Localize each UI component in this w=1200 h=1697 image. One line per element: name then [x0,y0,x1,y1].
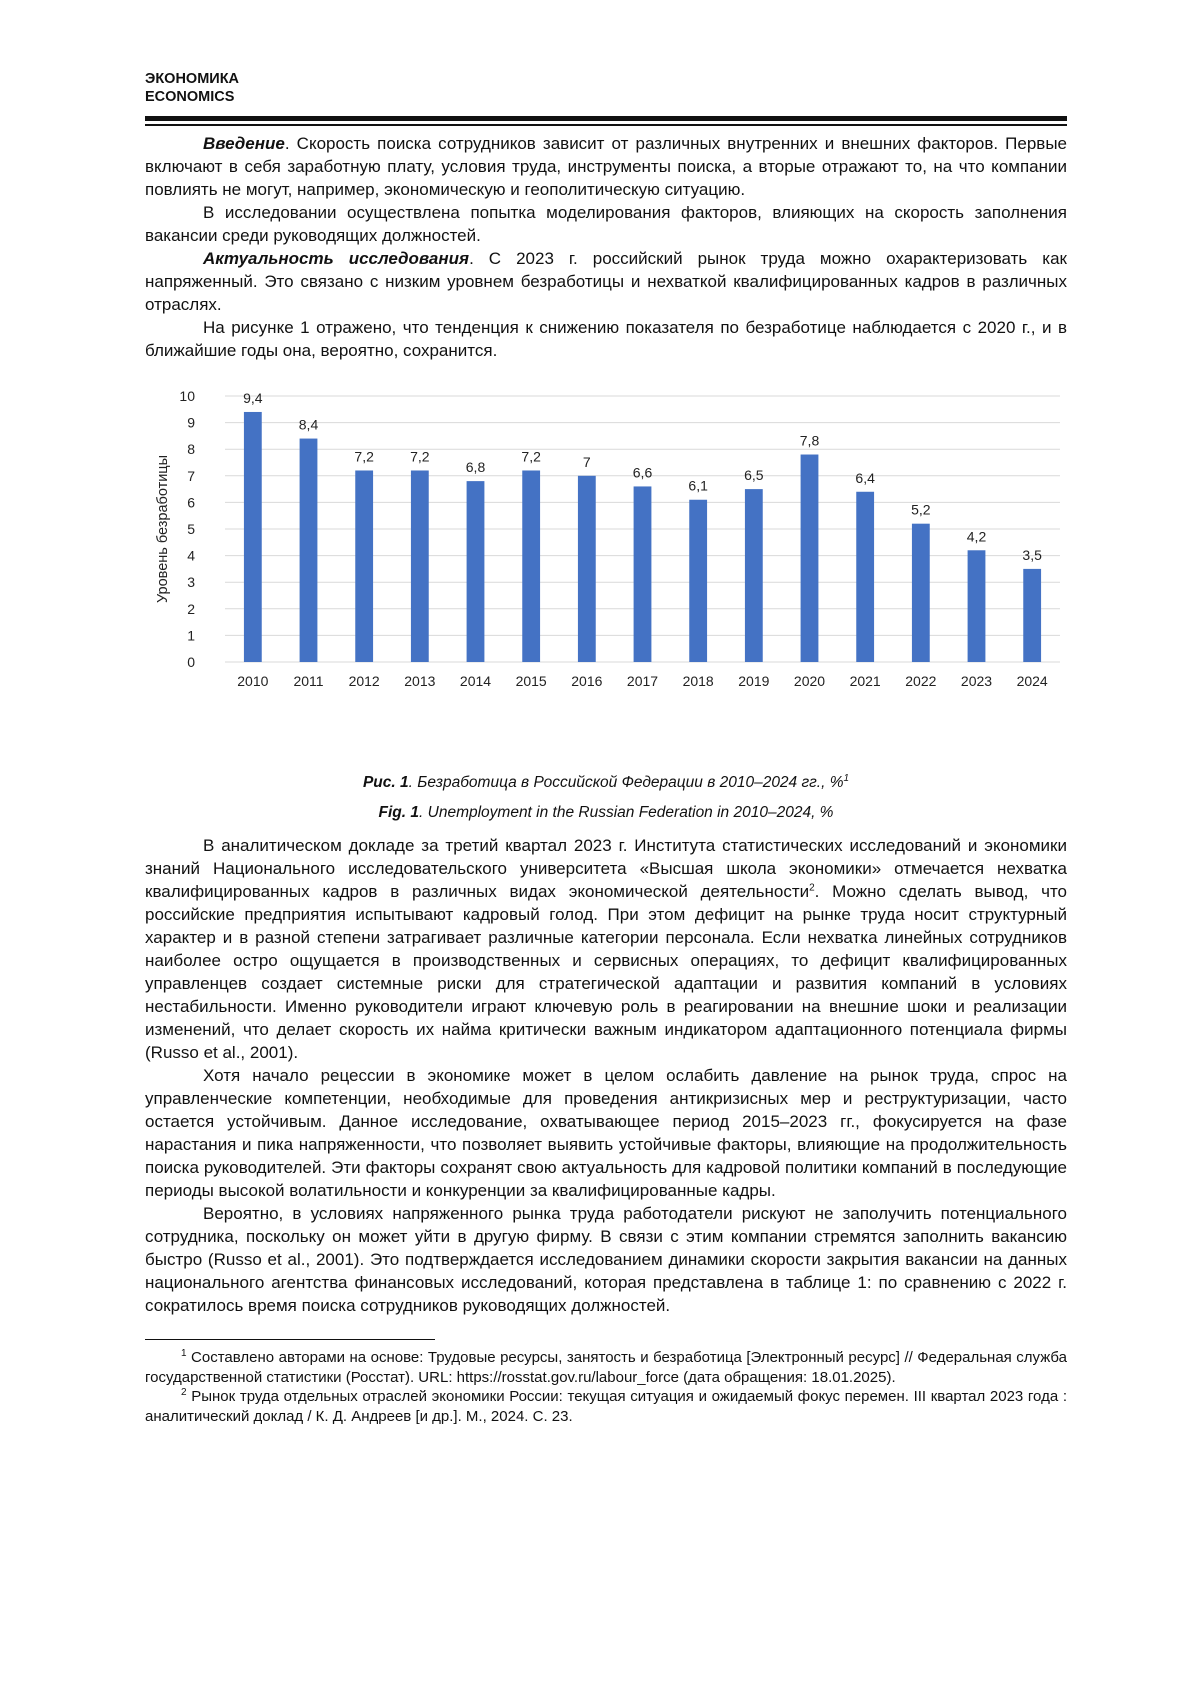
bar [578,475,596,661]
bar [355,470,373,662]
data-label: 9,4 [243,389,263,406]
x-tick-label: 2014 [459,672,492,689]
footnote-1-number: 1 [181,1348,187,1359]
section-title-ru: ЭКОНОМИКА [145,71,240,87]
data-label: 7,8 [799,432,820,449]
relevance-text: . С 2023 г. российский рынок труда можно охарактеризовать как напряженный. Это связано с низким уровнем безработицы и нехваткой квалифицированных кадров в различных отраслях. [145,248,1067,314]
intro-section [145,132,1067,362]
bar [801,454,819,661]
caption-en-label: Fig. 1 [378,803,420,821]
body-paragraph-1-b: . Можно сделать вывод, что российские предприятия испытывают кадровый голод. При этом дефицит на рынке труда носит структурный характер и в разной степени затрагивает различные категории персонала. Если нехватка линейных сотрудников наиболее остро ощущается в производственных и сервисных операциях, то дефицит квалифицированных управленцев создает системные риски для стратегической адаптации и развития компаний в условиях нестабильности. Именно руководители играют ключевую роль в реагировании на внешние шоки и реализации изменений, что делает скорость их найма критически важным индикатором адаптационного потенциала фирмы (Russo et al., 2001). [145,881,1067,1062]
footnote-ref-2: 2 [809,881,815,893]
y-tick-label: 2 [187,600,195,617]
data-label: 5,2 [911,501,931,518]
data-label: 6,1 [688,477,708,494]
data-label: 6,4 [855,469,875,486]
bar [968,550,986,662]
running-header [145,70,1067,106]
bar [856,491,874,661]
section-title-en: ECONOMICS [145,89,235,105]
chart-svg [145,376,1067,706]
x-tick-label: 2015 [515,672,547,689]
intro-text: . Скорость поиска сотрудников зависит от различных внутренних и внешних факторов. Первые включают в себя заработную плату, условия труда, инструменты поиска, а вторые отражают то, на что компании повлиять не могут, например, экономическую и геополитическую ситуацию. [145,133,1067,199]
x-tick-label: 2017 [626,672,659,689]
x-tick-label: 2023 [960,672,993,689]
footnote-2-text: Рынок труда отдельных отраслей экономики России: текущая ситуация и ожидаемый фокус перемен. III квартал 2023 года : аналитический доклад / К. Д. Андреев [и др.]. М., 2024. С. 23. [145,1388,1067,1425]
body-paragraph-1-a: В аналитическом докладе за третий квартал 2023 г. Института статистических исследований и экономики знаний Национального исследовательского университета «Высшая школа экономики» отмечается нехватка квалифицированных кадров в различных видах экономической деятельности [145,835,1067,901]
research-aim-paragraph: В исследовании осуществлена попытка моделирования факторов, влияющих на скорость заполнения вакансии среди руководящих должностей. [145,202,1067,245]
y-tick-label: 5 [187,520,195,537]
body-paragraph-2: Хотя начало рецессии в экономике может в целом ослабить давление на рынок труда, спрос на управленческие компетенции, необходимые для проведения антикризисных мер и реструктуризации, часто остается устойчивым. Данное исследование, охватывающее период 2015–2023 гг., фокусируется на фазе нарастания и пика напряженности, что позволяет выявить устойчивые факторы, влияющие на продолжительность поиска руководителей. Эти факторы сохранят свою актуальность для кадровой политики компаний в последующие периоды высокой волатильности и конкуренции за квалифицированные кадры. [145,1065,1067,1200]
data-label: 6,5 [744,466,764,483]
x-tick-label: 2024 [1016,672,1048,689]
data-label: 3,5 [1022,546,1042,563]
caption-ru-footnote-ref: 1 [843,772,850,784]
data-label: 6,6 [632,463,653,480]
footnote-1 [145,1348,1067,1387]
bar [745,489,763,662]
data-label: 7,2 [521,447,541,464]
header-rule-thick [145,116,1067,121]
y-axis-label: Уровень безработицы [155,454,171,603]
x-tick-label: 2018 [682,672,714,689]
figure-caption-en [145,802,1067,824]
bar [1023,568,1041,661]
bar [467,481,485,662]
caption-ru-label: Рис. 1 [362,773,409,791]
x-tick-label: 2013 [404,672,436,689]
footnote-2 [145,1387,1067,1426]
body-paragraph-3: Вероятно, в условиях напряженного рынка труда работодатели рискуют не заполучить потенциального сотрудника, поскольку он может уйти в другую фирму. В связи с этим компании стремятся заполнить вакансию быстро (Russo et al., 2001). Это подтверждается исследованием динамики скорости закрытия вакансии на данных национального агентства финансовых исследований, которая представлена в таблице 1: по сравнению с 2022 г. сократилось время поиска сотрудников руководящих должностей. [145,1203,1067,1315]
figure-reference-paragraph: На рисунке 1 отражено, что тенденция к снижению показателя по безработице наблюдается с 2020 г., и в ближайшие годы она, вероятно, сохранится. [145,317,1067,360]
bar [522,470,540,662]
x-tick-label: 2021 [849,672,881,689]
x-tick-label: 2019 [738,672,770,689]
footnote-2-number: 2 [181,1387,187,1398]
intro-paragraph [145,132,1067,201]
data-label: 7 [582,453,591,470]
y-tick-label: 3 [187,573,195,590]
y-tick-label: 9 [187,414,195,431]
bar [244,411,262,661]
intro-label: Введение [203,133,285,153]
x-tick-label: 2011 [293,672,324,689]
x-tick-label: 2016 [571,672,603,689]
y-tick-label: 7 [187,467,195,484]
data-label: 6,8 [465,458,486,475]
bar [634,486,652,662]
footnotes [145,1348,1067,1426]
caption-ru-text: . Безработица в Российской Федерации в 2010–2024 гг., % [408,773,844,791]
unemployment-chart [145,376,1067,766]
relevance-paragraph [145,247,1067,316]
bar [300,438,318,661]
x-tick-label: 2020 [793,672,826,689]
body-paragraph-1 [145,834,1067,1064]
x-tick-label: 2012 [348,672,380,689]
footnote-separator [145,1339,435,1341]
y-tick-label: 8 [187,440,195,457]
x-tick-label: 2010 [237,672,269,689]
y-tick-label: 1 [187,626,195,643]
body-section [145,834,1067,1317]
y-tick-label: 6 [187,493,195,510]
bar [411,470,429,662]
bar [689,499,707,661]
header-rule-thin [145,124,1067,126]
data-label: 8,4 [298,416,319,433]
caption-en-text: . Unemployment in the Russian Federation in 2010–2024, % [419,803,834,821]
data-label: 4,2 [966,527,987,544]
y-tick-label: 0 [187,653,195,670]
footnote-1-text: Составлено авторами на основе: Трудовые ресурсы, занятость и безработица [Электронный ресурс] // Федеральная служба государственной статистики (Росстат). URL: https://rosstat.gov.ru/labour_force (дата обращения: 18.01.2025). [145,1349,1067,1386]
figure-caption-ru [145,772,1067,794]
y-tick-label: 4 [187,547,195,564]
y-tick-label: 10 [179,387,195,404]
data-label: 7,2 [410,447,430,464]
x-tick-label: 2022 [905,672,937,689]
data-label: 7,2 [354,447,374,464]
bar [912,523,930,661]
page [145,70,1067,1426]
relevance-label: Актуальность исследования [203,248,470,268]
